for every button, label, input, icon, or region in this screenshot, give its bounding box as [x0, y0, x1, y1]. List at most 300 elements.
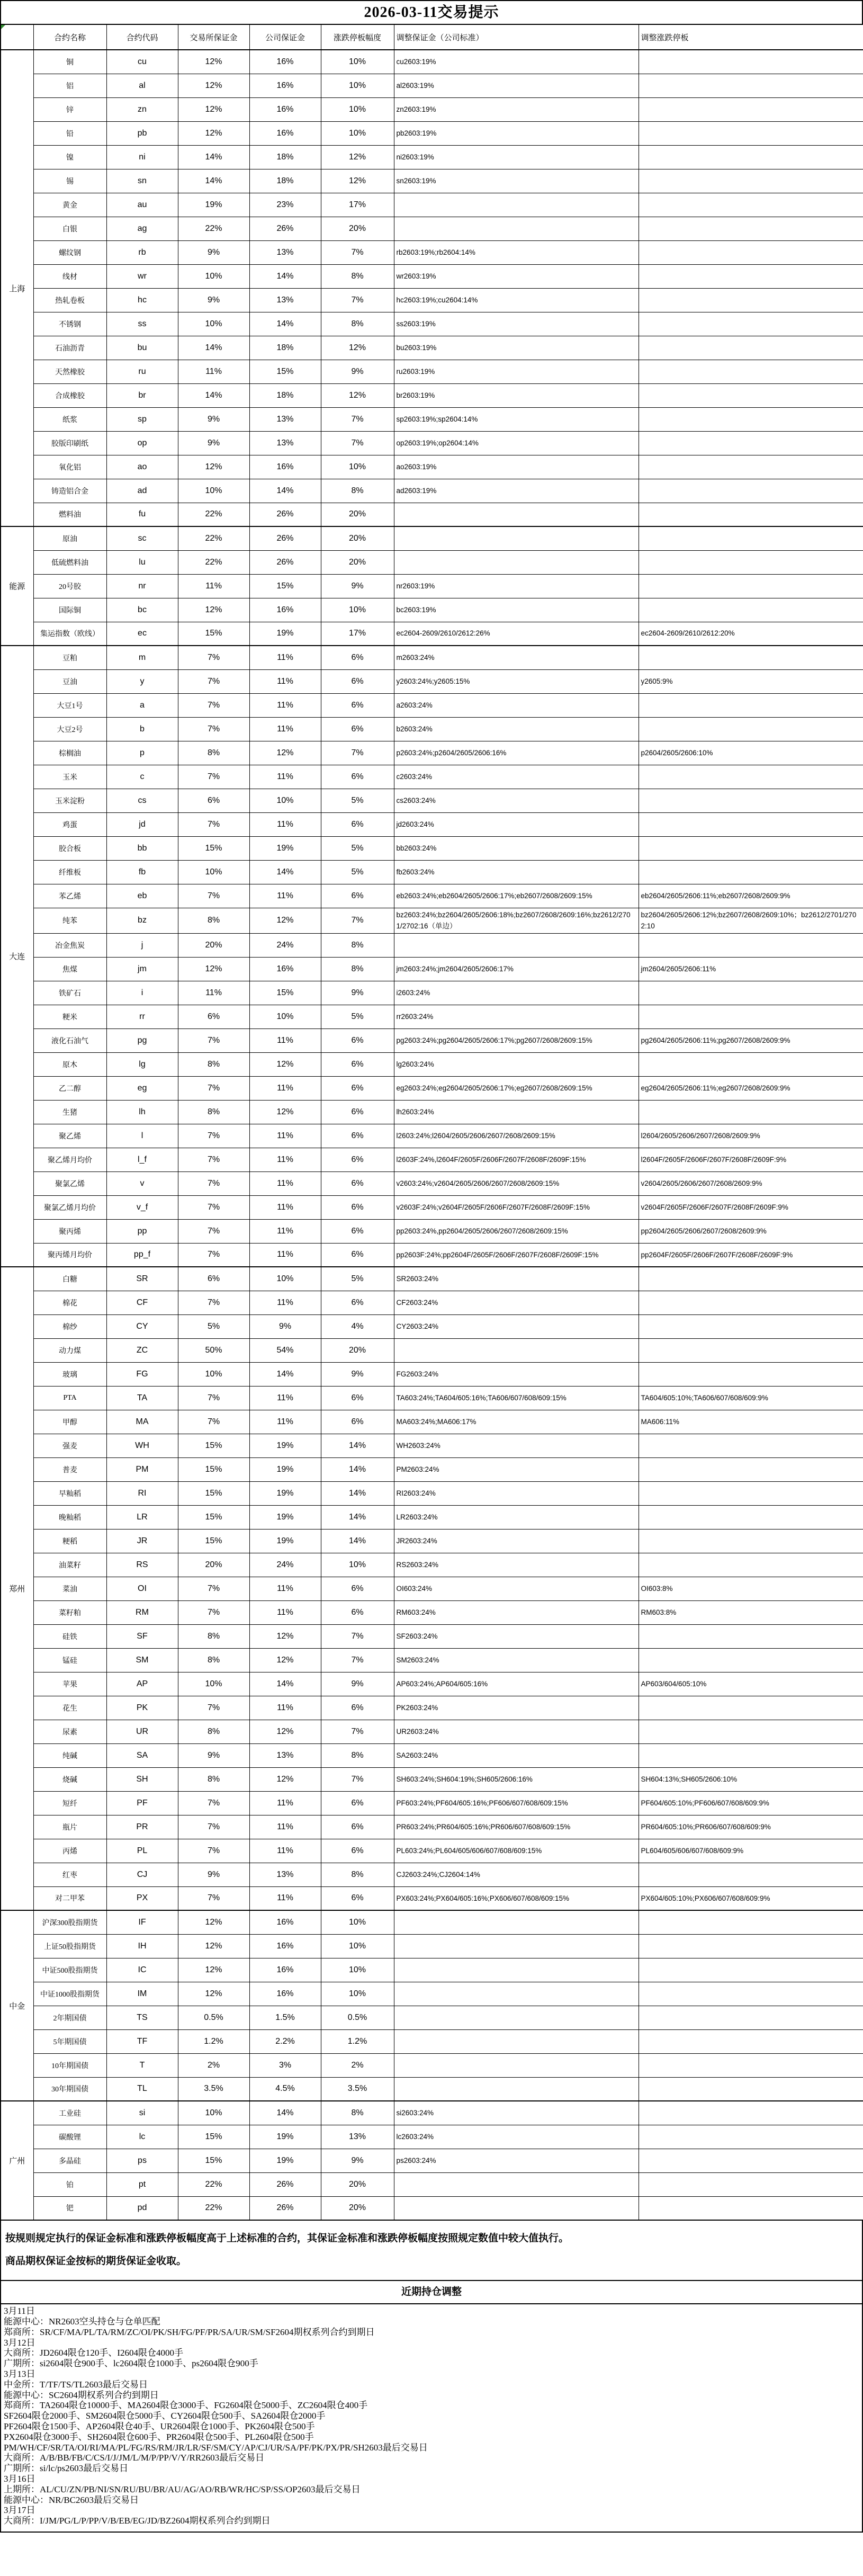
adjusted-limit: [639, 2149, 863, 2172]
contract-name: 聚丙烯月均价: [33, 1243, 106, 1267]
company-margin: 11%: [249, 884, 321, 908]
limit-range: 17%: [321, 622, 394, 646]
adjusted-margin: PF603:24%;PF604/605:16%;PF606/607/608/609:15%: [394, 1791, 639, 1815]
contract-code: rr: [106, 1005, 178, 1028]
contract-name: 苹果: [33, 1672, 106, 1696]
adjusted-margin: rb2603:19%;rb2604:14%: [394, 240, 639, 264]
exchange-section: [1, 526, 863, 646]
adjusted-limit: [639, 1481, 863, 1505]
contract-code: y: [106, 669, 178, 693]
adjusted-limit: [639, 431, 863, 455]
adjusted-limit: [639, 2172, 863, 2196]
adjusted-margin: [394, 217, 639, 240]
contract-code: bb: [106, 836, 178, 860]
company-margin: 16%: [249, 97, 321, 121]
adjusted-limit: TA604/605:10%;TA606/607/608/609:9%: [639, 1386, 863, 1410]
adjusted-limit: MA606:11%: [639, 1410, 863, 1434]
contract-name: 瓶片: [33, 1815, 106, 1839]
contract-row: [1, 1958, 863, 1982]
contract-code: ru: [106, 360, 178, 383]
recent-line: SF2604限仓2000手、SM2604限仓5000手、CY2604限仓500手、SA2604限仓2000手: [4, 2411, 326, 2421]
col-header-limit-range: 涨跌停板幅度: [321, 24, 394, 50]
contract-row: [1, 2149, 863, 2172]
adjusted-limit: PR604/605:10%;PR606/607/608/609:9%: [639, 1815, 863, 1839]
company-margin: 14%: [249, 860, 321, 884]
adjusted-margin: JR2603:24%: [394, 1529, 639, 1553]
limit-range: 7%: [321, 908, 394, 933]
company-margin: 11%: [249, 646, 321, 669]
contract-row: [1, 336, 863, 360]
exchange-margin: 7%: [178, 1171, 249, 1195]
company-margin: 13%: [249, 288, 321, 312]
adjusted-limit: [639, 646, 863, 669]
adjusted-limit: [639, 860, 863, 884]
contract-row: [1, 1505, 863, 1529]
contract-row: [1, 1267, 863, 1291]
recent-line: 3月16日: [4, 2473, 35, 2484]
company-margin: 19%: [249, 1529, 321, 1553]
exchange-margin: 10%: [178, 860, 249, 884]
contract-row: [1, 1314, 863, 1338]
contract-row: [1, 193, 863, 217]
adjusted-limit: [639, 240, 863, 264]
contract-row: [1, 933, 863, 957]
company-margin: 12%: [249, 741, 321, 765]
contract-name: 纤维板: [33, 860, 106, 884]
contract-row: [1, 693, 863, 717]
adjusted-limit: [639, 1267, 863, 1291]
company-margin: 16%: [249, 1910, 321, 1934]
contract-name: 普麦: [33, 1457, 106, 1481]
exchange-margin: 10%: [178, 312, 249, 336]
contract-name: 锰硅: [33, 1648, 106, 1672]
contract-name: PTA: [33, 1386, 106, 1410]
exchange-margin: 7%: [178, 1124, 249, 1148]
adjusted-margin: bc2603:19%: [394, 598, 639, 622]
contract-row: [1, 97, 863, 121]
exchange-margin: 19%: [178, 193, 249, 217]
company-margin: 12%: [249, 1624, 321, 1648]
contract-row: [1, 957, 863, 981]
contract-name: 苯乙烯: [33, 884, 106, 908]
company-margin: 16%: [249, 121, 321, 145]
exchange-margin: 7%: [178, 1577, 249, 1600]
exchange-label: 能源: [1, 526, 33, 646]
adjusted-limit: [639, 360, 863, 383]
exchange-margin: 10%: [178, 1672, 249, 1696]
company-margin: 11%: [249, 1171, 321, 1195]
limit-range: 4%: [321, 1314, 394, 1338]
contract-row: [1, 1839, 863, 1863]
company-margin: 19%: [249, 2149, 321, 2172]
adjusted-margin: wr2603:19%: [394, 264, 639, 288]
exchange-margin: 7%: [178, 717, 249, 741]
limit-range: 7%: [321, 1624, 394, 1648]
company-margin: 12%: [249, 1100, 321, 1124]
contract-code: eg: [106, 1076, 178, 1100]
contract-name: 铅: [33, 121, 106, 145]
limit-range: 20%: [321, 1338, 394, 1362]
contract-code: m: [106, 646, 178, 669]
corner-marker-icon: [1, 25, 5, 29]
exchange-margin: 11%: [178, 360, 249, 383]
limit-range: 6%: [321, 812, 394, 836]
adjusted-limit: pp2604F/2605F/2606F/2607F/2608F/2609F:9%: [639, 1243, 863, 1267]
exchange-margin: 12%: [178, 957, 249, 981]
company-margin: 12%: [249, 1648, 321, 1672]
contract-row: [1, 1148, 863, 1171]
adjusted-margin: br2603:19%: [394, 383, 639, 407]
limit-range: 6%: [321, 1839, 394, 1863]
adjusted-margin: ao2603:19%: [394, 455, 639, 479]
exchange-margin: 15%: [178, 836, 249, 860]
exchange-margin: 10%: [178, 479, 249, 503]
adjusted-limit: [639, 1958, 863, 1982]
adjusted-limit: [639, 1934, 863, 1958]
contract-code: cu: [106, 50, 178, 74]
adjusted-margin: lh2603:24%: [394, 1100, 639, 1124]
contract-row: [1, 908, 863, 933]
contract-name: 豆油: [33, 669, 106, 693]
limit-range: 6%: [321, 1696, 394, 1720]
limit-range: 6%: [321, 884, 394, 908]
contract-name: 原木: [33, 1052, 106, 1076]
exchange-margin: 8%: [178, 741, 249, 765]
exchange-margin: 12%: [178, 50, 249, 74]
company-margin: 26%: [249, 2196, 321, 2220]
company-margin: 18%: [249, 145, 321, 169]
adjusted-margin: [394, 550, 639, 574]
exchange-margin: 14%: [178, 145, 249, 169]
adjusted-limit: [639, 1052, 863, 1076]
company-margin: 13%: [249, 407, 321, 431]
contract-name: 聚丙烯: [33, 1219, 106, 1243]
contract-code: cs: [106, 789, 178, 812]
contract-row: [1, 145, 863, 169]
adjusted-limit: [639, 1982, 863, 2006]
adjusted-limit: jm2604/2605/2606:11%: [639, 957, 863, 981]
company-margin: 12%: [249, 908, 321, 933]
contract-name: 集运指数（欧线）: [33, 622, 106, 646]
contract-row: [1, 1028, 863, 1052]
adjusted-margin: l2603:24%;l2604/2605/2606/2607/2608/2609:15%: [394, 1124, 639, 1148]
contract-name: 纯碱: [33, 1743, 106, 1767]
contract-code: pt: [106, 2172, 178, 2196]
contract-code: hc: [106, 288, 178, 312]
exchange-margin: 12%: [178, 598, 249, 622]
company-margin: 23%: [249, 193, 321, 217]
contract-code: lu: [106, 550, 178, 574]
contract-row: [1, 1457, 863, 1481]
adjusted-margin: bb2603:24%: [394, 836, 639, 860]
adjusted-margin: m2603:24%: [394, 646, 639, 669]
contract-code: WH: [106, 1434, 178, 1457]
limit-range: 6%: [321, 1148, 394, 1171]
limit-range: 8%: [321, 933, 394, 957]
exchange-margin: 7%: [178, 1291, 249, 1314]
exchange-margin: 14%: [178, 336, 249, 360]
company-margin: 18%: [249, 169, 321, 193]
contract-row: [1, 2125, 863, 2149]
adjusted-margin: CY2603:24%: [394, 1314, 639, 1338]
adjusted-margin: bu2603:19%: [394, 336, 639, 360]
contract-name: 玻璃: [33, 1362, 106, 1386]
contract-name: 低硫燃料油: [33, 550, 106, 574]
limit-range: 6%: [321, 1386, 394, 1410]
contract-row: [1, 812, 863, 836]
contract-code: ps: [106, 2149, 178, 2172]
adjusted-margin: rr2603:24%: [394, 1005, 639, 1028]
adjusted-limit: [639, 407, 863, 431]
contract-name: 大豆1号: [33, 693, 106, 717]
recent-line: 广期所：si2604限仓900手、lc2604限仓1000手、ps2604限仓900手: [4, 2358, 258, 2369]
adjusted-limit: p2604/2605/2606:10%: [639, 741, 863, 765]
contract-row: [1, 1791, 863, 1815]
adjusted-limit: [639, 121, 863, 145]
adjusted-limit: [639, 2101, 863, 2125]
adjusted-limit: [639, 2029, 863, 2053]
contract-name: 中证1000股指期货: [33, 1982, 106, 2006]
adjusted-margin: PL603:24%;PL604/605/606/607/608/609:15%: [394, 1839, 639, 1863]
limit-range: 5%: [321, 1267, 394, 1291]
company-margin: 4.5%: [249, 2077, 321, 2101]
contract-code: PR: [106, 1815, 178, 1839]
adjusted-limit: [639, 836, 863, 860]
contract-name: 5年期国债: [33, 2029, 106, 2053]
limit-range: 12%: [321, 336, 394, 360]
contract-name: 国际铜: [33, 598, 106, 622]
contract-row: [1, 1386, 863, 1410]
company-margin: 19%: [249, 1505, 321, 1529]
limit-range: 8%: [321, 479, 394, 503]
contract-code: op: [106, 431, 178, 455]
exchange-margin: 7%: [178, 1195, 249, 1219]
contract-code: CF: [106, 1291, 178, 1314]
contract-row: [1, 765, 863, 789]
adjusted-limit: [639, 1529, 863, 1553]
contract-name: 大豆2号: [33, 717, 106, 741]
limit-range: 10%: [321, 455, 394, 479]
contract-row: [1, 598, 863, 622]
company-margin: 19%: [249, 1434, 321, 1457]
limit-range: 9%: [321, 1672, 394, 1696]
exchange-margin: 12%: [178, 74, 249, 97]
limit-range: 6%: [321, 1076, 394, 1100]
contract-code: ec: [106, 622, 178, 646]
adjusted-margin: [394, 2196, 639, 2220]
limit-range: 6%: [321, 1243, 394, 1267]
contract-code: a: [106, 693, 178, 717]
exchange-margin: 5%: [178, 1314, 249, 1338]
adjusted-limit: [639, 1648, 863, 1672]
contract-name: 红枣: [33, 1863, 106, 1886]
adjusted-limit: [639, 1434, 863, 1457]
adjusted-margin: PK2603:24%: [394, 1696, 639, 1720]
adjusted-limit: pp2604/2605/2606/2607/2608/2609:9%: [639, 1219, 863, 1243]
adjusted-limit: [639, 812, 863, 836]
adjusted-margin: [394, 2029, 639, 2053]
adjusted-limit: RM603:8%: [639, 1600, 863, 1624]
contract-row: [1, 1362, 863, 1386]
note-line: 商品期权保证金按标的期货保证金收取。: [5, 2256, 187, 2267]
adjusted-limit: v2604/2605/2606/2607/2608/2609:9%: [639, 1171, 863, 1195]
contract-row: [1, 1219, 863, 1243]
company-margin: 54%: [249, 1338, 321, 1362]
contract-row: [1, 1886, 863, 1910]
limit-range: 6%: [321, 646, 394, 669]
contract-name: 尿素: [33, 1720, 106, 1743]
adjusted-margin: ad2603:19%: [394, 479, 639, 503]
contract-name: 多晶硅: [33, 2149, 106, 2172]
exchange-margin: 7%: [178, 1696, 249, 1720]
contract-code: UR: [106, 1720, 178, 1743]
contract-row: [1, 2053, 863, 2077]
contract-row: [1, 1934, 863, 1958]
exchange-label: 大连: [1, 646, 33, 1267]
limit-range: 7%: [321, 1720, 394, 1743]
adjusted-limit: [639, 574, 863, 598]
contract-name: 不锈钢: [33, 312, 106, 336]
limit-range: 9%: [321, 981, 394, 1005]
adjusted-margin: [394, 2006, 639, 2029]
exchange-margin: 8%: [178, 1767, 249, 1791]
contract-code: PK: [106, 1696, 178, 1720]
adjusted-margin: ss2603:19%: [394, 312, 639, 336]
exchange-margin: 15%: [178, 1481, 249, 1505]
contract-code: pp: [106, 1219, 178, 1243]
contract-name: 硅铁: [33, 1624, 106, 1648]
contract-row: [1, 646, 863, 669]
adjusted-limit: AP603/604/605:10%: [639, 1672, 863, 1696]
adjusted-limit: pg2604/2605/2606:11%;pg2607/2608/2609:9%: [639, 1028, 863, 1052]
contract-row: [1, 1243, 863, 1267]
adjusted-margin: RM603:24%: [394, 1600, 639, 1624]
adjusted-limit: [639, 981, 863, 1005]
adjusted-margin: zn2603:19%: [394, 97, 639, 121]
adjusted-margin: UR2603:24%: [394, 1720, 639, 1743]
adjusted-margin: [394, 2172, 639, 2196]
adjusted-margin: i2603:24%: [394, 981, 639, 1005]
margin-table: [0, 24, 863, 2221]
contract-code: ao: [106, 455, 178, 479]
contract-name: 胶版印刷纸: [33, 431, 106, 455]
limit-range: 6%: [321, 1791, 394, 1815]
adjusted-margin: pb2603:19%: [394, 121, 639, 145]
contract-name: 10年期国债: [33, 2053, 106, 2077]
col-header-contract-code: 合约代码: [106, 24, 178, 50]
contract-row: [1, 50, 863, 74]
recent-adjustment-title: 近期持仓调整: [0, 2281, 863, 2304]
recent-line: 中金所：T/TF/TS/TL2603最后交易日: [4, 2379, 148, 2390]
contract-name: 聚乙烯月均价: [33, 1148, 106, 1171]
exchange-margin: 8%: [178, 908, 249, 933]
contract-row: [1, 1648, 863, 1672]
company-margin: 9%: [249, 1314, 321, 1338]
adjusted-margin: [394, 193, 639, 217]
company-margin: 11%: [249, 693, 321, 717]
adjusted-margin: PM2603:24%: [394, 1457, 639, 1481]
contract-name: 氧化铝: [33, 455, 106, 479]
limit-range: 14%: [321, 1481, 394, 1505]
limit-range: 10%: [321, 1553, 394, 1577]
adjusted-limit: [639, 1505, 863, 1529]
company-margin: 14%: [249, 2101, 321, 2125]
company-margin: 11%: [249, 1410, 321, 1434]
contract-name: 强麦: [33, 1434, 106, 1457]
company-margin: 11%: [249, 1600, 321, 1624]
adjusted-limit: [639, 1314, 863, 1338]
company-margin: 12%: [249, 1720, 321, 1743]
table-header-row: [1, 24, 863, 50]
exchange-margin: 14%: [178, 383, 249, 407]
exchange-margin: 7%: [178, 812, 249, 836]
contract-name: 锌: [33, 97, 106, 121]
note-line: 按规则规定执行的保证金标准和涨跌停板幅度高于上述标准的合约，其保证金标准和涨跌停板幅度按照规定数值中较大值执行。: [5, 2233, 569, 2244]
adjusted-margin: OI603:24%: [394, 1577, 639, 1600]
adjusted-limit: [639, 1457, 863, 1481]
contract-code: v: [106, 1171, 178, 1195]
contract-code: j: [106, 933, 178, 957]
exchange-margin: 9%: [178, 407, 249, 431]
adjusted-limit: eb2604/2605/2606:11%;eb2607/2608/2609:9%: [639, 884, 863, 908]
exchange-margin: 2%: [178, 2053, 249, 2077]
company-margin: 15%: [249, 360, 321, 383]
adjusted-limit: [639, 693, 863, 717]
contract-code: SR: [106, 1267, 178, 1291]
adjusted-margin: [394, 2077, 639, 2101]
contract-code: c: [106, 765, 178, 789]
company-margin: 11%: [249, 1148, 321, 1171]
contract-row: [1, 1600, 863, 1624]
adjusted-limit: l2604/2605/2606/2607/2608/2609:9%: [639, 1124, 863, 1148]
recent-line: 3月11日: [4, 2306, 35, 2316]
company-margin: 14%: [249, 1672, 321, 1696]
adjusted-margin: CF2603:24%: [394, 1291, 639, 1314]
contract-code: RM: [106, 1600, 178, 1624]
contract-name: 30年期国债: [33, 2077, 106, 2101]
adjusted-margin: nr2603:19%: [394, 574, 639, 598]
company-margin: 16%: [249, 1958, 321, 1982]
company-margin: 14%: [249, 1362, 321, 1386]
adjusted-limit: [639, 74, 863, 97]
adjusted-limit: [639, 169, 863, 193]
exchange-margin: 12%: [178, 1982, 249, 2006]
company-margin: 11%: [249, 812, 321, 836]
adjusted-limit: [639, 1743, 863, 1767]
adjusted-margin: eb2603:24%;eb2604/2605/2606:17%;eb2607/2608/2609:15%: [394, 884, 639, 908]
contract-name: 铝: [33, 74, 106, 97]
contract-name: 上证50股指期货: [33, 1934, 106, 1958]
contract-row: [1, 264, 863, 288]
exchange-margin: 12%: [178, 1958, 249, 1982]
limit-range: 6%: [321, 1600, 394, 1624]
contract-row: [1, 2172, 863, 2196]
limit-range: 6%: [321, 669, 394, 693]
company-margin: 11%: [249, 1195, 321, 1219]
exchange-section: [1, 646, 863, 1267]
contract-code: PM: [106, 1457, 178, 1481]
limit-range: 6%: [321, 1100, 394, 1124]
recent-line: 上期所：AL/CU/ZN/PB/NI/SN/RU/BU/BR/AU/AG/AO/RB/WR/HC/SP/SS/OP2603最后交易日: [4, 2484, 361, 2494]
contract-code: v_f: [106, 1195, 178, 1219]
limit-range: 14%: [321, 1457, 394, 1481]
adjusted-limit: [639, 2053, 863, 2077]
company-margin: 18%: [249, 336, 321, 360]
limit-range: 9%: [321, 2149, 394, 2172]
contract-code: b: [106, 717, 178, 741]
exchange-margin: 22%: [178, 526, 249, 550]
contract-row: [1, 2101, 863, 2125]
